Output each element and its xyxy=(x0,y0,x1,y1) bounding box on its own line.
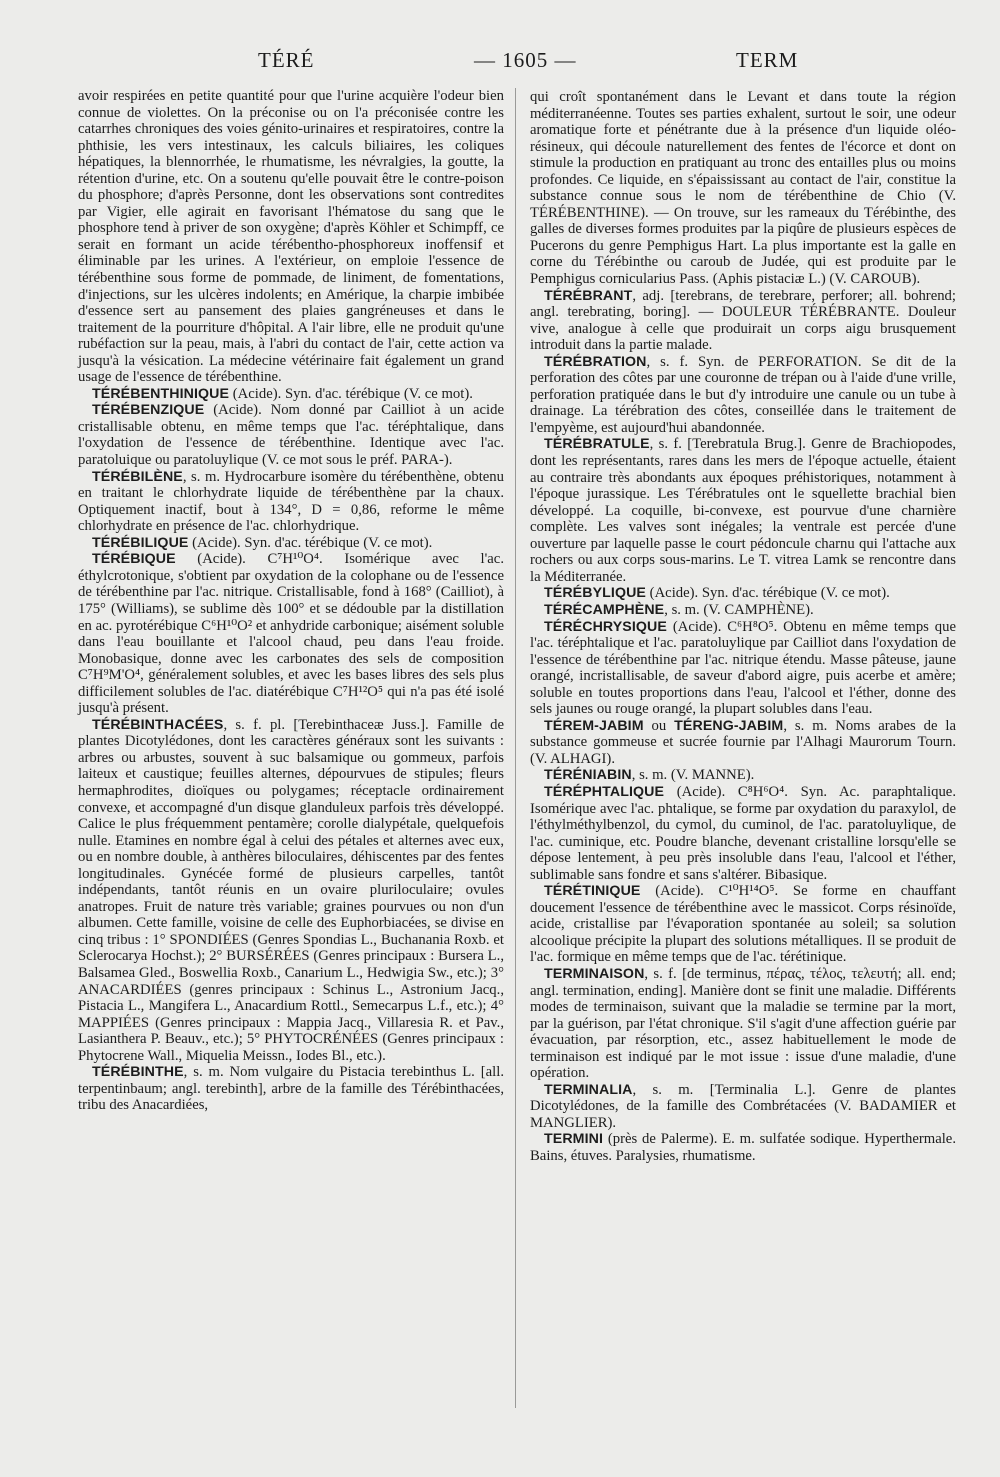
entry-text: avoir respirées en petite quantité pour que l'urine acquière l'odeur bien connue de violettes. On la préconise ou on l'a préconisée contre les catarrhes chroniques des voies génito-urinaires et respiratoires, contre la phthisie, les vers intestinaux, les calculs biliaires, les coliques hépatiques, la blennorrhée, le rhumatisme, les névralgies, la goutte, la rétention d'urine, etc. On a soutenu qu'elle pouvait être le contre-poison du phosphore; d'après Personne, dont les observations sont contredites par Vigier, elle agirait en favorisant l'hématose du sang que le phosphore tend à priver de son oxygène; d'après Köhler et Schimpff, ce serait en formant un acide térébentho-phosphoreux inoffensif et éliminable par les urines. A l'extérieur, on emploie l'essence de térébenthine sous forme de pommade, de liniment, de fomentations, d'injections, sur les ulcères indolents; en Amérique, la charpie imbibée d'essence sert au pansement des plaies gangréneuses et dans le traitement de la pourriture d'hôpital. A l'air libre, elle ne produit qu'une rubéfaction sur la peau, mais, à l'abri du contact de l'air, cette action va jusqu'à la vésication. La médecine vétérinaire fait également un grand usage de l'essence de térébenthine. xyxy=(78,88,504,386)
dictionary-entry xyxy=(78,551,504,716)
entry-headword: TÉRÉBRATULE xyxy=(544,436,650,453)
page-number: — 1605 — xyxy=(474,48,577,72)
entry-headword: TÉRÉNIABIN xyxy=(544,767,632,784)
entry-connector: ou xyxy=(643,717,675,734)
entry-text: , s. f. [Terebratula Brug.]. Genre de Brachiopodes, dont les représentants, rares dans les mers de l'époque actuelle, étaient au contraire très abondants aux époques préhistoriques, notamment à l'époque jurassique. Les Térébratules ont le squellette brachial bien développé. La coquille, bi-convexe, est pourvue d'une charnière complète. Les valves sont inégales; la ventrale est percée d'une ouverture par laquelle passe le court pédoncule charnu qui l'attache aux rochers ou aux corps sous-marins. Le T. vitrea Lamk se rencontre dans la Méditerranée. xyxy=(530,436,956,585)
running-head-left: TÉRÉ xyxy=(258,48,315,72)
dictionary-entry xyxy=(530,288,956,354)
dictionary-entry xyxy=(530,784,956,883)
entry-text: (près de Palerme). E. m. sulfatée sodique. Hyperthermale. Bains, étuves. Paralysies, rhumatisme. xyxy=(530,1131,956,1164)
entry-text: qui croît spontanément dans le Levant et dans toute la région méditerranéenne. Toutes ses parties exhalent, surtout le soir, une odeur aromatique forte et pénétrante due à la présence d'un liquide oléo-résineux, qui découle naturellement des fentes de l'écorce et dont on stimule la production en pratiquant au tronc des entailles plus ou moins profondes. Ce liquide, en s'épaississant au contact de l'air, constitue la substance connue sous le nom de térébenthine de Chio (V. TÉRÉBENTHINE). — On trouve, sur les rameaux du Térébinthe, des galles de diverses formes produites par la piqûre de plusieurs espèces de Pucerons du genre Pemphigus Hart. La plus importante est la galle en corne du Térébinthe ou caroub de Judée, qui est produite par le Pemphigus cornicularius Pass. (Aphis pistaciæ L.) (V. CAROUB). xyxy=(530,89,956,288)
entry-text: (Acide). C⁷H¹⁰O⁴. Isomérique avec l'ac. éthylcrotonique, s'obtient par oxydation de la colophane ou de l'essence de térébenthine par l'ac. nitrique. Cristallisable, fond à 168° (Cailliot), à 175° (Williams), se sublime dès 100° et se dédouble par la distillation en ac. pyrotérébique C⁶H¹⁰O² et anhydride carbonique; aisément soluble dans l'eau bouillante et l'alcool chaud, peu dans l'eau froide. Monobasique, donne avec les carbonates des sels de composition C⁷H⁹M'O⁴, généralement solubles, et avec les bases libres des sels plus difficilement solubles de l'ac. diatérébique C⁷H¹²O⁵ qui n'a pas été isolé jusqu'à présent. xyxy=(78,551,504,717)
right-column xyxy=(530,89,956,1165)
dictionary-entry xyxy=(78,386,504,403)
entry-text: (Acide). Nom donné par Cailliot à un acide cristallisable obtenu, en même temps que l'ac. téréphtalique, dans l'oxydation de l'essence de térébenthine. Identique avec l'ac. paratoluique ou paratoluylique (V. ce mot sous le préf. PARA-). xyxy=(78,402,504,469)
entry-headword: TÉRÉBYLIQUE xyxy=(544,585,646,602)
column-divider xyxy=(515,88,516,1408)
entry-text: (Acide). C⁶H⁸O⁵. Obtenu en même temps que l'ac. téréphtalique et l'ac. paratoluylique par Cailliot dans l'oxydation de l'essence de térébenthine par l'ac. nitrique étendu. Masse pâteuse, jaune orangé, incristallisable, de saveur d'abord aigre, puis acerbe et amère; soluble en toutes proportions dans l'eau, l'alcool et l'éther, donne des sels jaunes ou rouge orangé, la plupart solubles dans l'eau. xyxy=(530,618,956,718)
running-head-right: TERM xyxy=(736,48,799,72)
entry-headword: TÉRÉBILIQUE xyxy=(92,534,189,551)
dictionary-entry xyxy=(530,767,956,784)
entry-headword: TÉRÉBIQUE xyxy=(92,551,176,568)
entry-text: , s. m. Noms arabes de la substance gommeuse et sucrée fournie par l'Alhagi Maurorum Tourn. (V. ALHAGI). xyxy=(530,717,957,767)
dictionary-entry xyxy=(530,585,956,602)
dictionary-entry xyxy=(530,718,956,768)
entry-headword: TÉRÉTINIQUE xyxy=(544,883,641,900)
continued-text xyxy=(78,88,504,386)
entry-text: , s. f. Syn. de PERFORATION. Se dit de la perforation des côtes par une couronne de trépan ou à l'aide d'une vrille, perforation pratiquée dans le but d'y introduire une canule ou un tube à drainage. La térébration des côtes, conseillée dans le traitement de l'empyème, est aujourd'hui abandonnée. xyxy=(530,353,956,436)
entry-headword: TÉRENG-JABIM xyxy=(674,717,784,734)
entry-headword: TÉRÉBINTHACÉES xyxy=(92,716,224,733)
entry-headword: TÉRÉBRATION xyxy=(544,353,647,370)
left-column xyxy=(78,88,504,1114)
entry-text: , s. m. [Terminalia L.]. Genre de plantes Dicotylédones, de la famille des Combrétacées (V. BADAMIER et MANGLIER). xyxy=(530,1081,956,1131)
entry-headword: TÉRÉBENZIQUE xyxy=(92,402,205,419)
entry-text: (Acide). Syn. d'ac. térébique (V. ce mot). xyxy=(229,385,473,402)
entry-text: (Acide). Syn. d'ac. térébique (V. ce mot). xyxy=(646,585,890,602)
dictionary-entry xyxy=(78,469,504,535)
entry-text: , adj. [terebrans, de terebrare, perforer; all. bohrend; angl. terebrating, boring]. — DOULEUR TÉRÉBRANTE. Douleur vive, analogue à celle que produirait un corps aigu brusquement introduit dans la partie malade. xyxy=(530,287,956,354)
entry-text: , s. f. [de terminus, πέρας, τέλος, τελευτή; all. end; angl. termination, ending]. Manière dont se finit une maladie. Différents modes de terminaison, suivant que la maladie se termine par la mort, par la guérison, par l'état chronique. S'il s'agit d'une affection guérie par évacuation, par résorption, etc., assez habituellement le mode de terminaison est indiqué par le mot issue : issue d'une maladie, d'une opération. xyxy=(530,965,956,1082)
running-head xyxy=(78,48,914,78)
dictionary-entry xyxy=(78,535,504,552)
entry-headword: TÉRÉBRANT xyxy=(544,287,633,304)
dictionary-entry xyxy=(530,1131,956,1164)
entry-headword: TERMINALIA xyxy=(544,1081,633,1098)
entry-headword: TERMINAISON xyxy=(544,965,645,982)
entry-headword: TÉRÉBILÈNE xyxy=(92,468,183,485)
entry-text: , s. m. (V. MANNE). xyxy=(631,767,755,784)
entry-text: , s. f. pl. [Terebinthaceæ Juss.]. Famille de plantes Dicotylédones, dont les caractères généraux sont les suivants : arbres ou arbustes, souvent à suc balsamique ou gommeux, parfois laiteux et caustique; feuilles alternes, dépourvues de stipules; fleurs hermaphrodites, dioïques ou polygames; réceptacle ordinairement convexe, et accompagné d'un disque glanduleux parfois très développé. Calice le plus fréquemment pentamère; corolle dialypétale, quelquefois nulle. Etamines en nombre égal à celui des pétales et alternes avec eux, ou en nombre double, à anthères biloculaires, déhiscentes par des fentes longitudinales. Gynécée formé de plusieurs carpelles, tantôt indépendants, tantôt réunis en un ovaire pluriloculaire; ovules anatropes. Fruit de nature très variable; graines pourvues ou non d'un albumen. Cette famille, voisine de celle des Euphorbiacées, se divise en cinq tribus : 1° SPONDIÉES (Genres Spondias L., Buchanania Roxb. et Sclerocarya Hochst.); 2° BURSÉRÉES (Genres principaux : Bursera L., Balsamea Gled., Boswellia Roxb., Canarium L., Hedwigia Sw., etc.); 3° ANACARDIÉES (genres principaux : Schinus L., Astronium Jacq., Pistacia L., Mangifera L., Anacardium Rottl., Semecarpus L.f., etc.); 4° MAPPIÉES (Genres principaux : Mappia Jacq., Villaresia R. et Pav., Lasianthera P. Beauv., etc.); 5° PHYTOCRÉNÉES (Genres principaux : Phytocrene Wall., Miquelia Meissn., Iodes Bl., etc.). xyxy=(78,716,504,1064)
dictionary-entry xyxy=(530,883,956,966)
entry-text: , s. m. Hydrocarbure isomère du térébenthène, obtenu en traitant le chlorhydrate liquide de térébenthène par la chaux. Optiquement inactif, bout à 134°, D = 0,86, reforme le même chlorhydrate en présence de l'ac. chlorhydrique. xyxy=(78,468,504,535)
entry-headword: TÉRÉCHRYSIQUE xyxy=(544,618,667,635)
dictionary-entry xyxy=(78,402,504,468)
continued-text xyxy=(530,89,956,288)
entry-text: (Acide). C¹⁰H¹⁴O⁵. Se forme en chauffant doucement l'essence de térébenthine avec le massicot. Corps résinoïde, acide, cristallise par l'évaporation spontanée au soleil; sa solution alcoolique précipite la plupart des solutions métalliques. Il se produit de l'ac. formique en même temps que de l'ac. térétinique. xyxy=(530,883,956,966)
dictionary-entry xyxy=(530,602,956,619)
dictionary-entry xyxy=(530,436,956,585)
dictionary-entry xyxy=(78,1064,504,1114)
entry-text: (Acide). C⁸H⁶O⁴. Syn. Ac. paraphtalique. Isomérique avec l'ac. phtalique, se forme par oxydation du paraxylol, de l'éthylméthylbenzol, du cymol, du cuminol, de l'ac. paratoluylique, de l'ac. cuminique, etc. Poudre blanche, devenant cristalline lorsqu'elle se dépose lentement, à peu près insoluble dans l'eau, l'alcool et l'éther, sublimable sans fondre et sans s'altérer. Bibasique. xyxy=(530,783,956,883)
entry-headword: TÉRÉBENTHINIQUE xyxy=(92,385,230,402)
dictionary-entry xyxy=(530,619,956,718)
entry-headword: TÉREM-JABIM xyxy=(544,717,644,734)
entry-headword: TERMINI xyxy=(544,1131,604,1148)
entry-text: , s. m. (V. CAMPHÈNE). xyxy=(664,601,814,618)
dictionary-entry xyxy=(530,1082,956,1132)
dictionary-entry xyxy=(78,717,504,1064)
dictionary-entry xyxy=(530,354,956,437)
entry-headword: TÉRÉBINTHE xyxy=(92,1064,184,1081)
entry-text: , s. m. Nom vulgaire du Pistacia terebinthus L. [all. terpentinbaum; angl. terebinth], arbre de la famille des Térébinthacées, tribu des Anacardiées, xyxy=(78,1064,504,1114)
entry-headword: TÉRÉPHTALIQUE xyxy=(544,783,665,800)
dictionary-entry xyxy=(530,966,956,1082)
entry-headword: TÉRÉCAMPHÈNE xyxy=(544,601,665,618)
entry-text: (Acide). Syn. d'ac. térébique (V. ce mot). xyxy=(188,534,433,551)
